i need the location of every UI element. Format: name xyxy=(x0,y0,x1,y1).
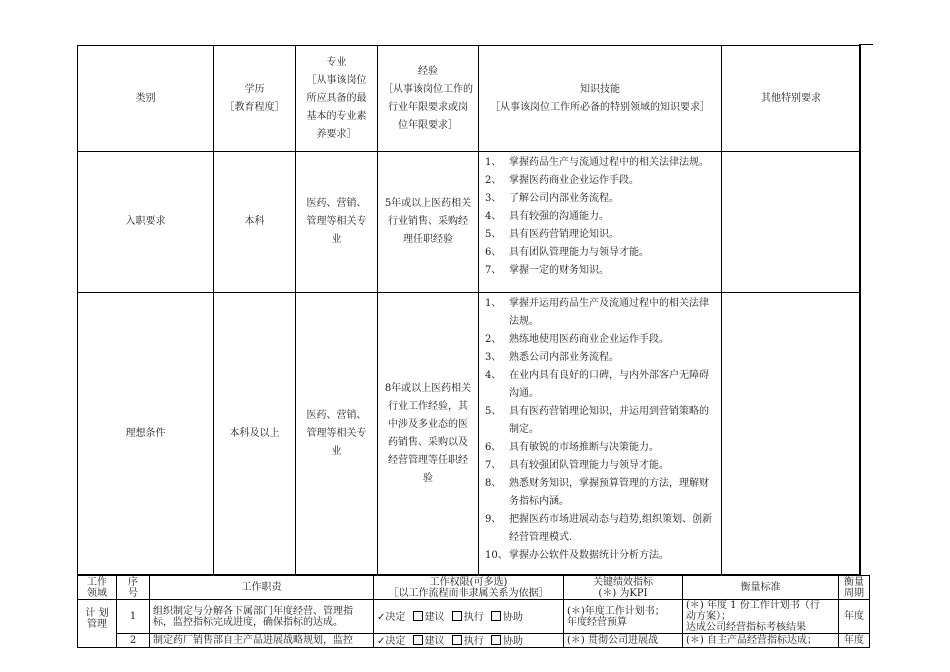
header-cycle-line: 周期 xyxy=(844,587,864,599)
measure-cell xyxy=(683,600,839,634)
checkbox-assist[interactable] xyxy=(491,635,501,645)
category-cell: 入职要求 xyxy=(78,152,214,293)
checkbox-assist[interactable] xyxy=(491,611,501,621)
authority-cell xyxy=(374,600,564,634)
header-education xyxy=(214,46,296,152)
knowledge-item: 5、 具有医药营销理论知识，并运用到营销策略的制定。 xyxy=(485,406,709,435)
knowledge-item: 10、掌握办公软件及数据统计分析方法。 xyxy=(485,550,669,561)
authority-execute: 执行 xyxy=(463,611,484,623)
header-knowledge xyxy=(479,46,722,152)
experience-line: 行业销售、采购经 xyxy=(388,216,468,227)
major-line: 管理等相关专 xyxy=(306,216,367,227)
header-major-line: 所应具备的最 xyxy=(306,92,367,104)
experience-line: 经营管理等任职经 xyxy=(388,454,468,466)
kpi-line: 年度经营预算 xyxy=(567,616,627,628)
duty-row xyxy=(78,600,870,634)
knowledge-item: 5、 具有医药营销理论知识。 xyxy=(485,229,619,240)
checkbox-suggest[interactable] xyxy=(413,611,423,621)
header-seq xyxy=(117,576,150,600)
knowledge-item: 8、 熟悉财务知识，掌握预算管理的方法，理解财务指标内涵。 xyxy=(485,478,709,507)
duties-header-row xyxy=(78,576,870,600)
checkbox-suggest[interactable] xyxy=(413,635,423,645)
measure-line: (＊) 年度 1 份工作计划书（行 xyxy=(686,600,820,611)
experience-line: 行业工作经验，其 xyxy=(388,400,468,412)
header-area xyxy=(78,576,117,600)
knowledge-item: 7、 具有较强团队管理能力与领导才能。 xyxy=(485,460,669,471)
authority-suggest: 建议 xyxy=(424,611,445,623)
cycle-cell: 年度 xyxy=(839,634,870,648)
education-cell: 本科 xyxy=(214,152,296,293)
requirements-table xyxy=(77,45,861,575)
header-education-line: 学历 xyxy=(244,83,265,95)
major-line: 业 xyxy=(331,445,342,457)
kpi-line: (＊)年度工作计划书； xyxy=(567,605,665,617)
header-major-line: 养要求］ xyxy=(316,128,357,140)
major-line: 业 xyxy=(331,234,342,245)
knowledge-item: 2、 掌握医药商业企业运作手段。 xyxy=(485,175,639,186)
measure-cell: (＊) 自主产品经营指标达成； xyxy=(683,634,839,648)
header-experience-line: 位年限要求］ xyxy=(398,119,458,131)
check-icon[interactable]: ✓ xyxy=(377,635,386,647)
measure-line: 动方案）； xyxy=(686,611,731,622)
header-cycle-line: 衡量 xyxy=(844,576,864,588)
header-category: 类别 xyxy=(78,46,214,152)
header-seq-line: 号 xyxy=(128,587,138,599)
knowledge-item: 6、 具有敏锐的市场推断与决策能力。 xyxy=(485,442,659,453)
duties-table xyxy=(77,575,870,648)
header-major-line: 专业 xyxy=(326,56,347,68)
knowledge-cell xyxy=(479,293,722,575)
experience-cell xyxy=(378,293,479,575)
header-major-line: ［从事该岗位 xyxy=(306,74,367,86)
row-ideal-conditions xyxy=(78,293,861,575)
authority-decide: 决定 xyxy=(385,611,406,623)
other-cell xyxy=(722,293,861,575)
row-entry-requirements xyxy=(78,152,861,293)
checkbox-execute[interactable] xyxy=(452,635,462,645)
area-cell: 计 划 管理 xyxy=(78,600,117,648)
category-cell: 理想条件 xyxy=(78,293,214,575)
header-major xyxy=(296,46,378,152)
seq-cell: 2 xyxy=(117,634,150,648)
experience-line: 8年或以上医药相关 xyxy=(384,382,472,394)
knowledge-item: 1、 掌握并运用药品生产及流通过程中的相关法律法规。 xyxy=(485,298,709,327)
header-area-line: 工作 xyxy=(87,576,107,588)
knowledge-item: 1、 掌握药品生产与流通过程中的相关法律法规。 xyxy=(485,157,709,168)
header-kpi-line: 关键绩效指标 xyxy=(593,576,653,588)
experience-line: 验 xyxy=(423,472,433,484)
header-experience xyxy=(378,46,479,152)
header-cycle xyxy=(839,576,870,600)
knowledge-item: 7、 掌握一定的财务知识。 xyxy=(485,265,609,276)
major-line: 医药、营销、 xyxy=(306,198,367,209)
kpi-cell: (＊) 贯彻公司进展战 xyxy=(564,634,683,648)
header-experience-line: ［从事该岗位工作的 xyxy=(383,83,473,95)
header-kpi-line: (＊) 为KPI xyxy=(598,587,648,599)
header-seq-line: 序 xyxy=(128,576,138,588)
knowledge-item: 4、 在业内具有良好的口碑，与内外部客户无障碍沟通。 xyxy=(485,370,709,399)
header-authority-line: ［以工作流程而非隶属关系为依据］ xyxy=(388,587,549,599)
header-measure: 衡量标准 xyxy=(683,576,839,600)
header-experience-line: 行业年限要求或岗 xyxy=(388,101,468,113)
experience-line: 理任职经验 xyxy=(403,234,453,245)
experience-line: 药销售、采购以及 xyxy=(388,436,468,448)
major-line: 医药、营销、 xyxy=(306,409,367,421)
duty-row xyxy=(78,634,870,648)
cycle-cell: 年度 xyxy=(839,600,870,634)
authority-assist: 协助 xyxy=(502,611,523,623)
knowledge-item: 2、 熟练地使用医药商业企业运作手段。 xyxy=(485,334,669,345)
experience-line: 中涉及多业态的医 xyxy=(388,418,468,430)
knowledge-item: 4、 具有较强的沟通能力。 xyxy=(485,211,609,222)
header-experience-line: 经验 xyxy=(418,65,438,77)
header-knowledge-line: 知识技能 xyxy=(580,83,620,95)
authority-cell xyxy=(374,634,564,648)
duty-cell: 组织制定与分解各下属部门年度经营、管理指标，监控指标完成进度，确保指标的达成。 xyxy=(150,600,374,634)
knowledge-item: 9、 把握医药市场进展动态与趋势,组织策划、创新经营管理模式. xyxy=(485,514,713,543)
major-cell xyxy=(296,152,378,293)
check-icon[interactable]: ✓ xyxy=(377,611,386,623)
header-knowledge-line: ［从事该岗位工作所必备的特别领域的知识要求］ xyxy=(490,101,710,113)
header-area-line: 领域 xyxy=(87,587,107,599)
education-cell: 本科及以上 xyxy=(214,293,296,575)
header-authority-line: 工作权限(可多选) xyxy=(429,576,508,588)
header-major-line: 基本的专业素 xyxy=(306,110,367,122)
knowledge-item: 3、 了解公司内部业务流程。 xyxy=(485,193,619,204)
header-education-line: ［教育程度］ xyxy=(224,101,285,113)
knowledge-item: 6、 具有团队管理能力与领导才能。 xyxy=(485,247,649,258)
experience-cell xyxy=(378,152,479,293)
header-kpi xyxy=(564,576,683,600)
requirements-header-row xyxy=(78,46,861,152)
authority-suggest: 建议 xyxy=(424,635,445,647)
knowledge-cell xyxy=(479,152,722,293)
major-cell xyxy=(296,293,378,575)
kpi-cell xyxy=(564,600,683,634)
authority-decide: 决定 xyxy=(385,635,406,647)
authority-assist: 协助 xyxy=(502,635,523,647)
other-cell xyxy=(722,152,861,293)
duty-cell: 制定药厂销售部自主产品进展战略规划，监控 xyxy=(150,634,374,648)
page-edge-rule xyxy=(859,45,860,575)
header-duty: 工作职责 xyxy=(150,576,374,600)
experience-line: 5年或以上医药相关 xyxy=(384,198,472,209)
major-line: 管理等相关专 xyxy=(306,427,367,439)
header-other: 其他特别要求 xyxy=(722,46,861,152)
knowledge-item: 3、 熟悉公司内部业务流程。 xyxy=(485,352,619,363)
page-edge-stub xyxy=(859,44,873,45)
seq-cell: 1 xyxy=(117,600,150,634)
header-authority xyxy=(374,576,564,600)
checkbox-execute[interactable] xyxy=(452,611,462,621)
measure-line: 达成公司经营指标考核结果 xyxy=(686,622,806,633)
authority-execute: 执行 xyxy=(463,635,484,647)
